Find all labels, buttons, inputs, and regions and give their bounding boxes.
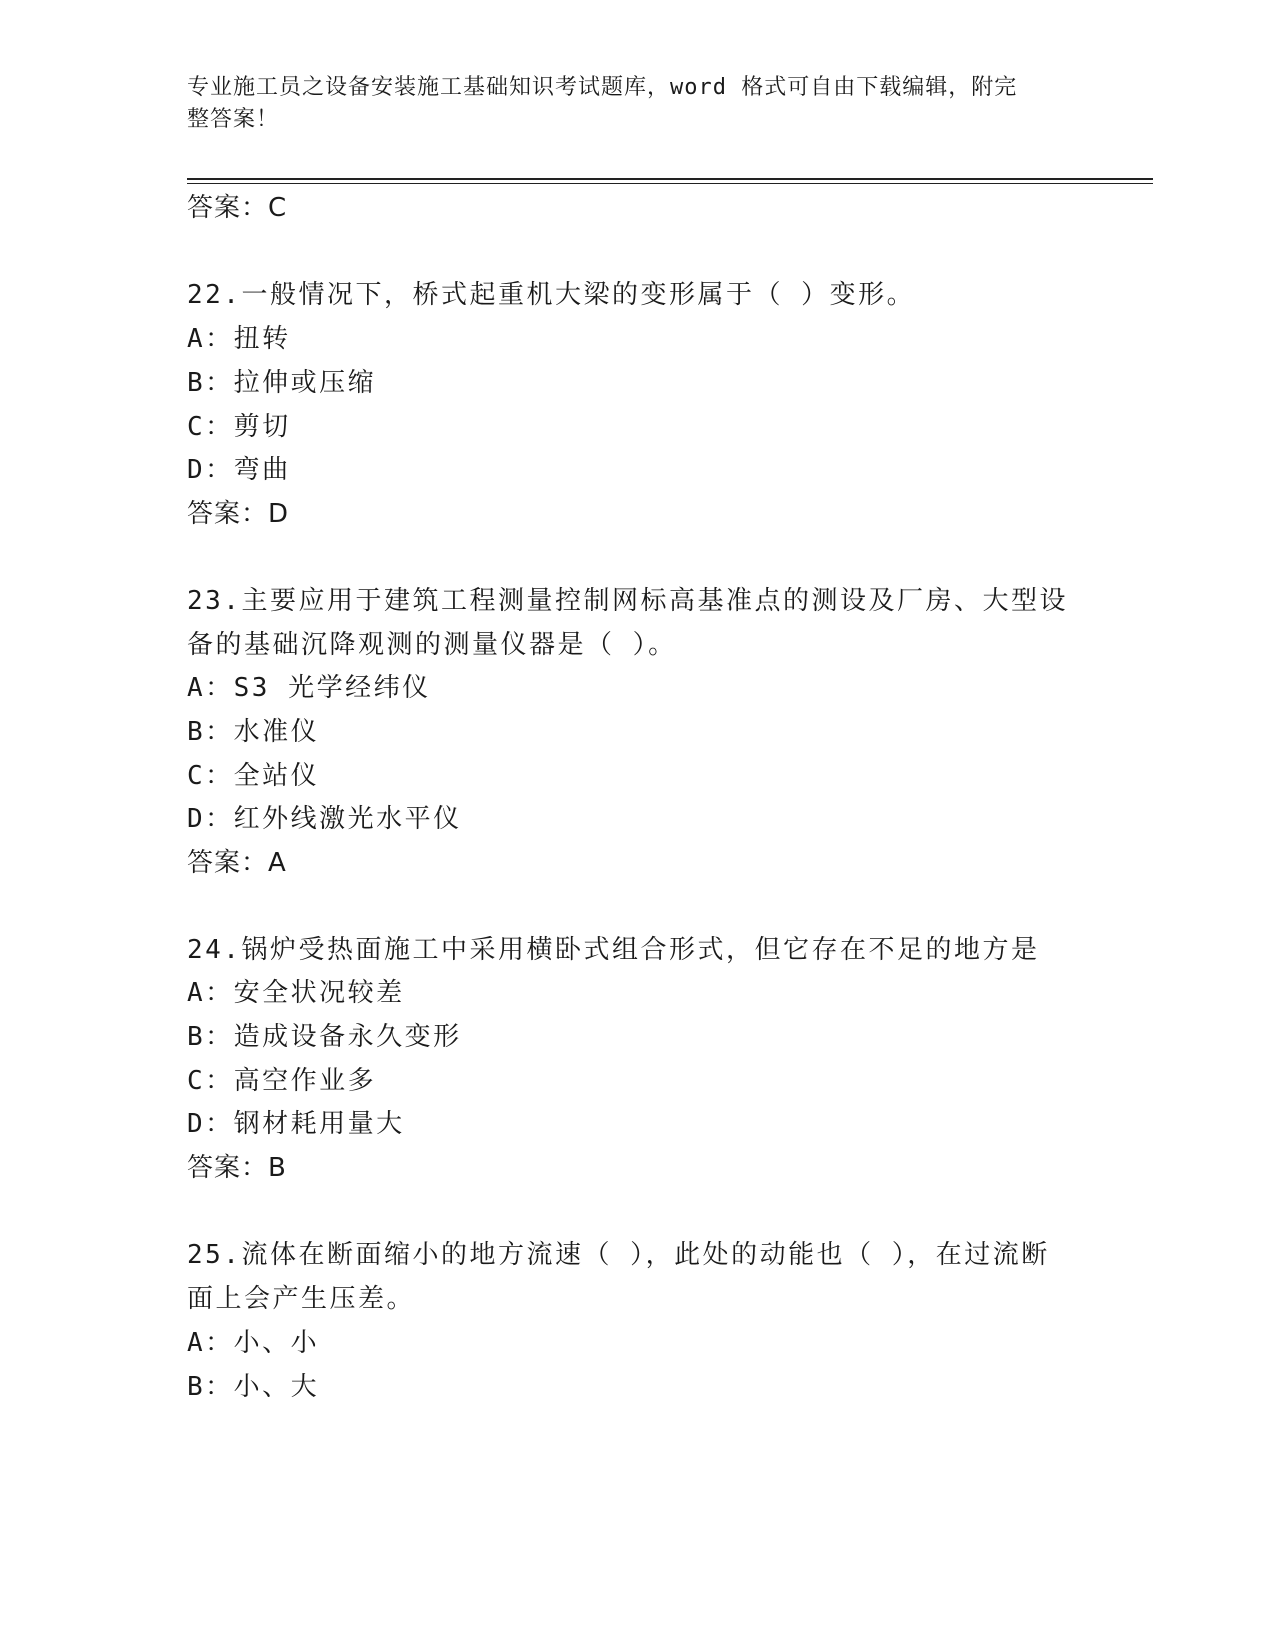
answer-line: 答案：C <box>187 193 288 223</box>
option-c-24: C：高空作业多 <box>187 1066 377 1096</box>
option-d-24: D：钢材耗用量大 <box>187 1109 405 1139</box>
question-stem-25-line-2: 面上会产生压差。 <box>187 1284 416 1314</box>
header-rule-thick <box>187 178 1153 180</box>
option-b-25: B：小、大 <box>187 1372 320 1402</box>
header-line-1: 专业施工员之设备安装施工基础知识考试题库，word 格式可自由下载编辑，附完 <box>187 75 1018 100</box>
header-rule-thin <box>187 183 1153 184</box>
option-d-22: D：弯曲 <box>187 455 291 485</box>
question-stem-23-line-2: 备的基础沉降观测的测量仪器是（ ）。 <box>187 630 677 660</box>
answer-23: 答案：A <box>187 848 287 878</box>
question-stem-23-line-1: 23.主要应用于建筑工程测量控制网标高基准点的测设及厂房、大型设 <box>187 586 1068 616</box>
option-b-22: B：拉伸或压缩 <box>187 368 377 398</box>
option-a-24: A：安全状况较差 <box>187 978 405 1008</box>
answer-24: 答案：B <box>187 1153 287 1183</box>
option-a-23: A：S3 光学经纬仪 <box>187 673 431 703</box>
question-stem-25-line-1: 25.流体在断面缩小的地方流速（ ），此处的动能也（ ），在过流断 <box>187 1240 1050 1270</box>
question-stem-24: 24.锅炉受热面施工中采用横卧式组合形式，但它存在不足的地方是 <box>187 935 1040 965</box>
answer-22: 答案：D <box>187 499 290 529</box>
document-header <box>187 72 1067 136</box>
option-c-22: C：剪切 <box>187 412 291 442</box>
option-a-25: A：小、小 <box>187 1328 320 1358</box>
option-b-23: B：水准仪 <box>187 717 320 747</box>
option-d-23: D：红外线激光水平仪 <box>187 804 462 834</box>
option-a-22: A：扭转 <box>187 324 291 354</box>
header-line-2: 整答案！ <box>187 107 280 132</box>
question-stem-22: 22.一般情况下，桥式起重机大梁的变形属于（ ）变形。 <box>187 280 916 310</box>
option-c-23: C：全站仪 <box>187 761 320 791</box>
option-b-24: B：造成设备永久变形 <box>187 1022 462 1052</box>
